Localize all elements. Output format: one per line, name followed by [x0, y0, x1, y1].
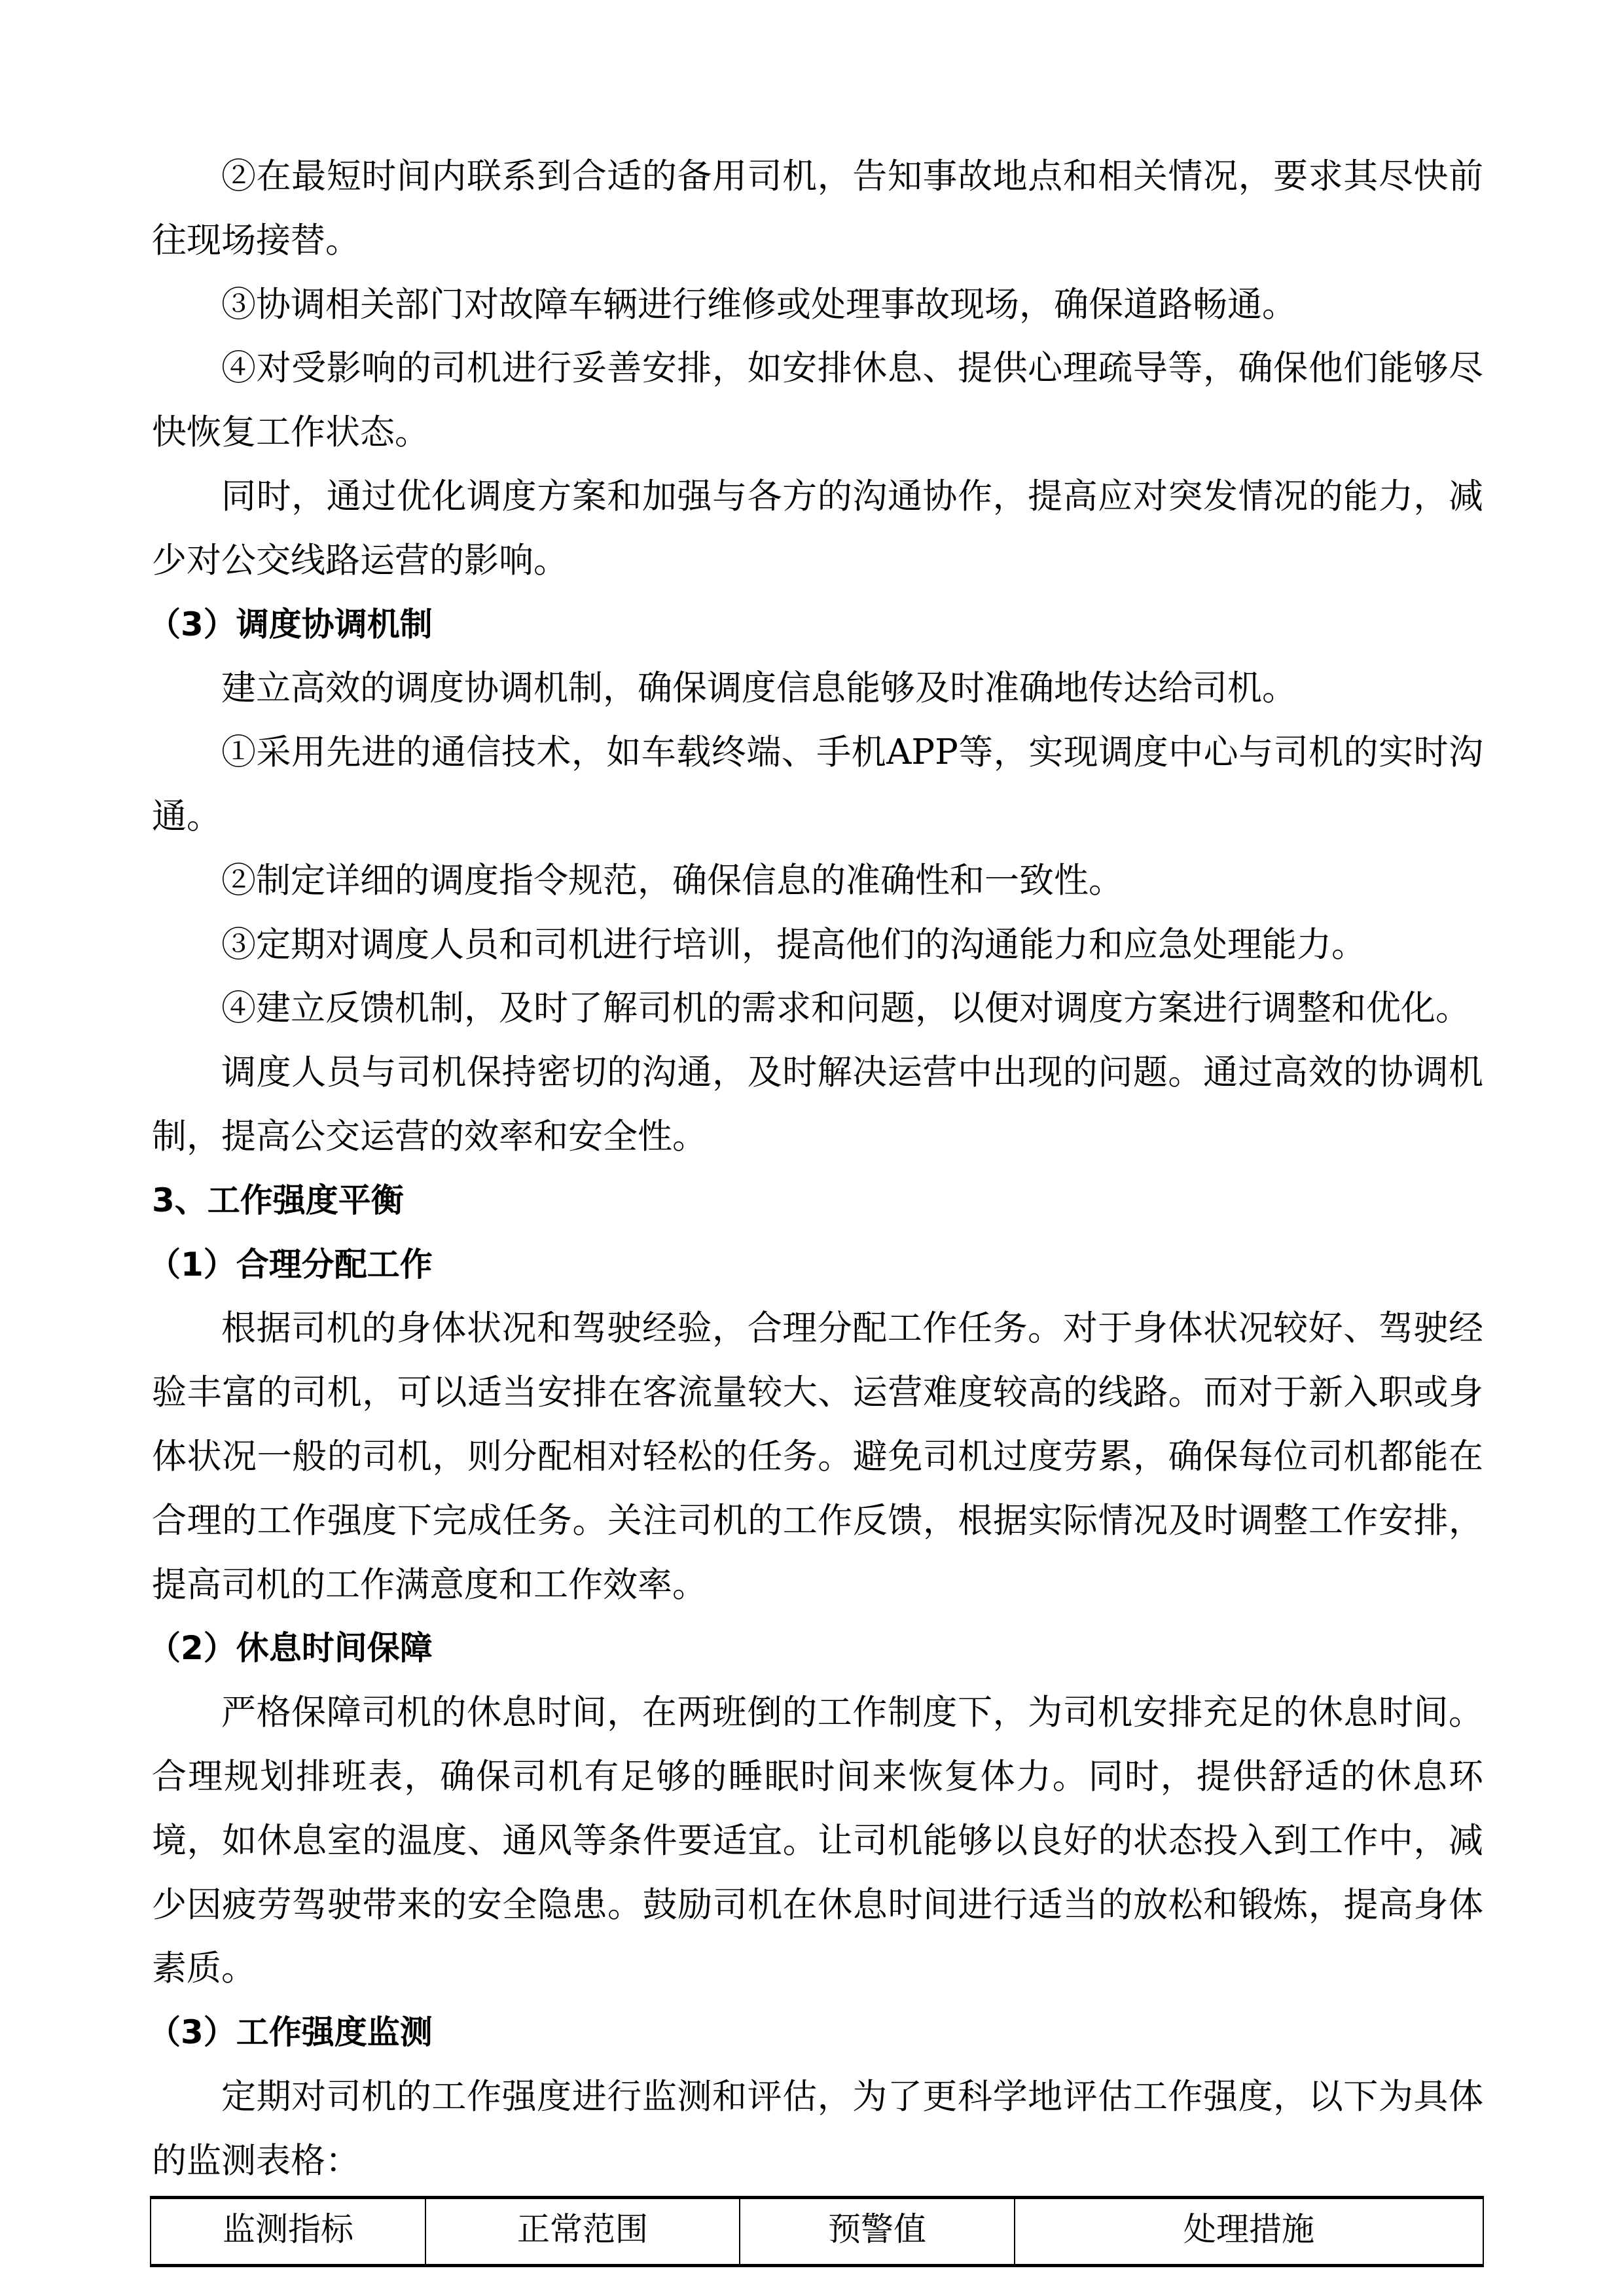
paragraph: ②在最短时间内联系到合适的备用司机，告知事故地点和相关情况，要求其尽快前往现场接替。 [152, 156, 1483, 260]
section-heading: （1）合理分配工作 [148, 1245, 433, 1283]
document-page [148, 145, 1483, 2267]
section-heading: （3）工作强度监测 [148, 2013, 433, 2052]
paragraph: ③协调相关部门对故障车辆进行维修或处理事故现场，确保道路畅通。 [221, 284, 1297, 325]
header-monitoring-indicator: 监测指标 [151, 2197, 425, 2265]
monitoring-table [150, 2196, 1484, 2267]
paragraph: 根据司机的身体状况和驾驶经验，合理分配工作任务。对于身体状况较好、驾驶经验丰富的司机，可以适当安排在客流量较大、运营难度较高的线路。而对于新入职或身体状况一般的司机，则分配相对轻松的任务。避免司机过度劳累，确保每位司机都能在合理的工作强度下完成任务。关注司机的工作反馈，根据实际情况及时调整工作安排，提高司机的工作满意度和工作效率。 [152, 1308, 1483, 1605]
section-heading: （3）调度协调机制 [148, 605, 433, 643]
paragraph: 定期对司机的工作强度进行监测和评估，为了更科学地评估工作强度，以下为具体的监测表格： [152, 2076, 1483, 2181]
header-normal-range: 正常范围 [425, 2197, 740, 2265]
paragraph: 建立高效的调度协调机制，确保调度信息能够及时准确地传达给司机。 [221, 668, 1297, 709]
paragraph: 严格保障司机的休息时间，在两班倒的工作制度下，为司机安排充足的休息时间。合理规划排班表，确保司机有足够的睡眠时间来恢复体力。同时，提供舒适的休息环境，如休息室的温度、通风等条件要适宜。让司机能够以良好的状态投入到工作中，减少因疲劳驾驶带来的安全隐患。鼓励司机在休息时间进行适当的放松和锻炼，提高身体素质。 [152, 1693, 1483, 1989]
paragraph: ②制定详细的调度指令规范，确保信息的准确性和一致性。 [221, 860, 1123, 901]
chapter-heading: 3、工作强度平衡 [152, 1181, 404, 1219]
paragraph: ④对受影响的司机进行妥善安排，如安排休息、提供心理疏导等，确保他们能够尽快恢复工作状态。 [152, 348, 1483, 453]
paragraph: ③定期对调度人员和司机进行培训，提高他们的沟通能力和应急处理能力。 [221, 924, 1366, 965]
paragraph: ④建立反馈机制，及时了解司机的需求和问题，以便对调度方案进行调整和优化。 [221, 988, 1470, 1029]
paragraph: 调度人员与司机保持密切的沟通，及时解决运营中出现的问题。通过高效的协调机制，提高公交运营的效率和安全性。 [152, 1052, 1483, 1157]
paragraph: ①采用先进的通信技术，如车载终端、手机APP等，实现调度中心与司机的实时沟通。 [152, 732, 1483, 836]
table-header-row [151, 2197, 1483, 2265]
header-warning-value: 预警值 [740, 2197, 1015, 2265]
header-handling-measures: 处理措施 [1015, 2197, 1483, 2265]
section-heading: （2）休息时间保障 [148, 1629, 433, 1668]
paragraph: 同时，通过优化调度方案和加强与各方的沟通协作，提高应对突发情况的能力，减少对公交线路运营的影响。 [152, 476, 1483, 581]
